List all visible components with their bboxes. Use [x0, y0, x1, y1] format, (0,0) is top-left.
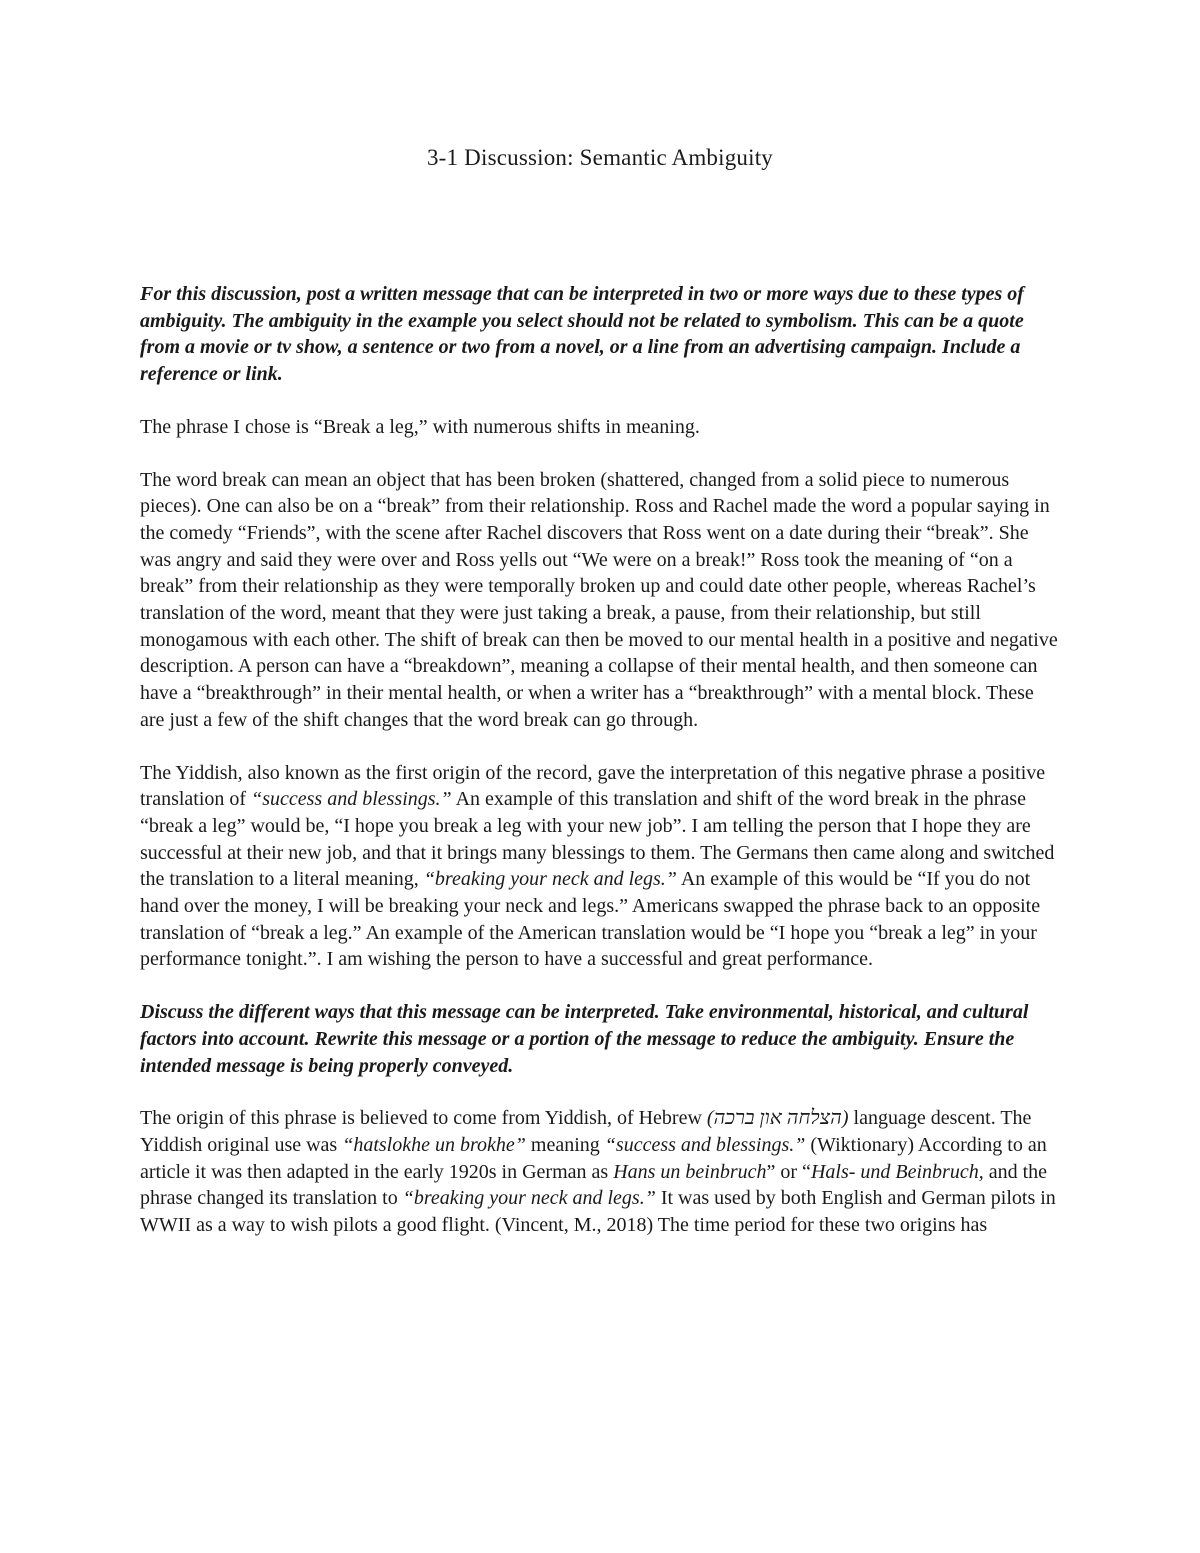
- italic-span: “success and blessings.”: [251, 788, 452, 811]
- discussion-prompt-1: For this discussion, post a written message that can be interpreted in two or more ways due to these types of ambiguity. The ambiguity in the example you select should not be related to symbolism. This can be a quote from a movie or tv show, a sentence or two from a novel, or a line from an advertising campaign. Include a reference or link.: [140, 283, 1024, 386]
- page-title: 3-1 Discussion: Semantic Ambiguity: [426, 145, 774, 170]
- discussion-prompt-2: Discuss the different ways that this message can be interpreted. Take environmental, historical, and cultural factors into account. Rewrite this message or a portion of the message to reduce the ambiguity. Ensure the intended message is being properly conveyed.: [140, 1001, 1029, 1077]
- text-span: and the phrase changed its translation to: [140, 1160, 1048, 1210]
- italic-span: “breaking your neck and legs.”: [423, 868, 677, 891]
- hebrew-span: (הצלחה און ברכה): [706, 1107, 849, 1130]
- text-span: meaning: [525, 1133, 605, 1156]
- text-span: ” or “: [766, 1160, 811, 1183]
- text-span: An example of this translation and shift of the word break in the phrase “break a leg” would be, “I hope you break a leg with your new job”. I am telling the person that I hope they are successful at their new job, and that it brings many blessings to them. The Germans then came along and switched the translation to a literal meaning,: [140, 788, 1055, 891]
- italic-span: “success and blessings.”: [604, 1133, 806, 1156]
- paragraph-yiddish-interpretation: [140, 760, 1060, 974]
- text-span: It was used by both English and German pilots in WWII as a way to wish pilots a good flight. (Vincent, M., 2018) The time period for these two origins has: [140, 1187, 1056, 1237]
- italic-span: Hans un beinbruch: [613, 1160, 767, 1183]
- paragraph-origin: [140, 1105, 1060, 1239]
- paragraph-word-break: The word break can mean an object that has been broken (shattered, changed from a solid piece to numerous pieces). One can also be on a “break” from their relationship. Ross and Rachel made the word a popular saying in the comedy “Friends”, with the scene after Rachel discovers that Ross went on a date during their “break”. She was angry and said they were over and Ross yells out “We were on a break!” Ross took the meaning of “on a break” from their relationship as they were temporally broken up and could date other people, whereas Rachel’s translation of the word, meant that they were just taking a break, a pause, from their relationship, but still monogamous with each other. The shift of break can then be moved to our mental health in a positive and negative description. A person can have a “breakdown”, meaning a collapse of their mental health, and then someone can have a “breakthrough” in their mental health, or when a writer has a “breakthrough” with a mental block. These are just a few of the shift changes that the word break can go through.: [140, 468, 1058, 731]
- text-span: (Wiktionary) According to an article it was then adapted in the early 1920s in German as: [140, 1133, 1047, 1183]
- paragraph-chosen-phrase: The phrase I chose is “Break a leg,” with numerous shifts in meaning.: [140, 415, 700, 438]
- italic-span: Hals- und Beinbruch,: [810, 1160, 984, 1183]
- text-span: An example of this would be “If you do not hand over the money, I will be breaking your neck and legs.” Americans swapped the phrase back to an opposite translation of “break a leg.” An example of the American translation would be “I hope you “break a leg” in your performance tonight.”. I am wishing the person to have a successful and great performance.: [140, 868, 1041, 971]
- italic-span: “hatslokhe un brokhe”: [342, 1133, 526, 1156]
- text-span: language descent. The Yiddish original use was: [140, 1107, 1032, 1156]
- text-span: The Yiddish, also known as the first origin of the record, gave the interpretation of this negative phrase a positive translation of: [140, 761, 1046, 811]
- text-span: The origin of this phrase is believed to come from Yiddish, of Hebrew: [140, 1107, 707, 1130]
- italic-span: “breaking your neck and legs.”: [402, 1187, 656, 1210]
